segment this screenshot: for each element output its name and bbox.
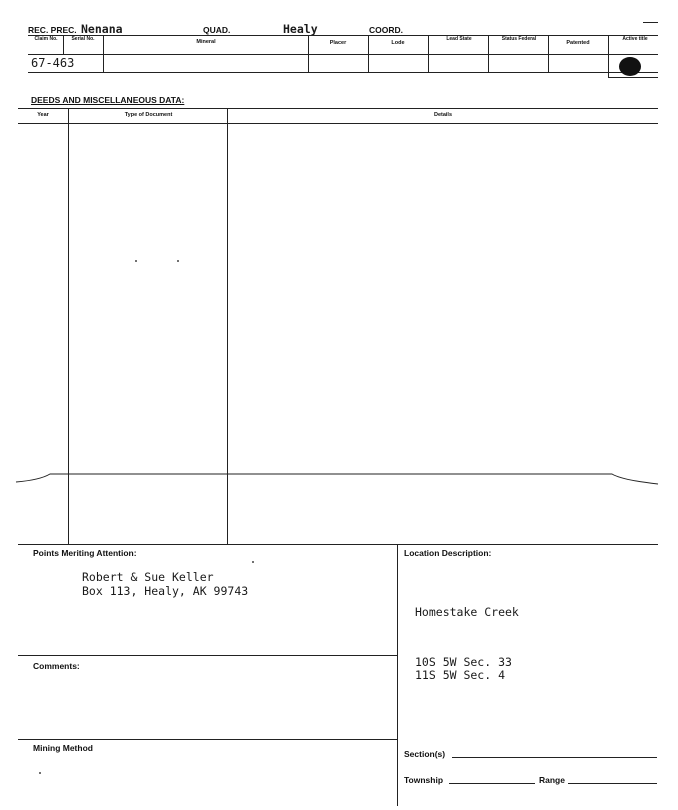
location-line-2: 11S 5W Sec. 4 [415,668,506,682]
comments-label: Comments: [33,661,80,671]
col-serial-no: Serial No. [71,36,95,42]
header-tail-rule [608,77,658,78]
points-line-1: Robert & Sue Keller [82,570,214,584]
bottom-divider [397,544,398,806]
col-lode: Lode [391,40,405,46]
location-label: Location Description: [404,548,492,558]
comments-rule [18,655,397,656]
rec-prec-label: REC. PREC. [28,25,77,35]
deeds-top-rule [18,108,658,109]
col-placer: Placer [329,40,347,46]
section-label: Section(s) [404,749,446,759]
township-field-line [449,783,535,784]
active-title-mark [619,57,641,76]
header-top-rule [28,35,658,36]
section-field-line [452,757,657,758]
rec-prec-value: Nenana [81,22,123,36]
range-field-line [568,783,657,784]
mining-method-label: Mining Method [33,743,93,753]
col-claim-no: Claim No. [34,36,58,42]
col-active-title: Active title [622,36,648,42]
page-seam [0,462,678,492]
col-mineral: Mineral [196,39,216,45]
col-details: Details [433,112,453,118]
col-year: Year [37,112,49,118]
quad-label: QUAD. [203,25,231,35]
claim-no-value: 67-463 [31,56,75,70]
bottom-top-rule [18,544,658,545]
header-mid-rule [28,54,658,55]
points-label: Points Meriting Attention: [33,548,137,558]
col-lead-state: Lead State [446,36,472,42]
quad-value: Healy [283,22,318,36]
range-label: Range [539,775,565,785]
header-bottom-rule [28,72,658,73]
deeds-header-rule [18,123,658,124]
header-corner-rule [643,22,658,23]
location-line-1: 10S 5W Sec. 33 [415,655,512,669]
points-line-2: Box 113, Healy, AK 99743 [82,584,249,598]
location-name: Homestake Creek [415,605,519,619]
coord-label: COORD. [369,25,403,35]
township-label: Township [404,775,444,785]
col-status-federal: Status Federal [501,36,537,42]
mining-rule [18,739,397,740]
deeds-title: DEEDS AND MISCELLANEOUS DATA: [31,95,185,105]
col-type-of-document: Type of Document [124,112,173,118]
col-patented: Patented [566,40,590,46]
